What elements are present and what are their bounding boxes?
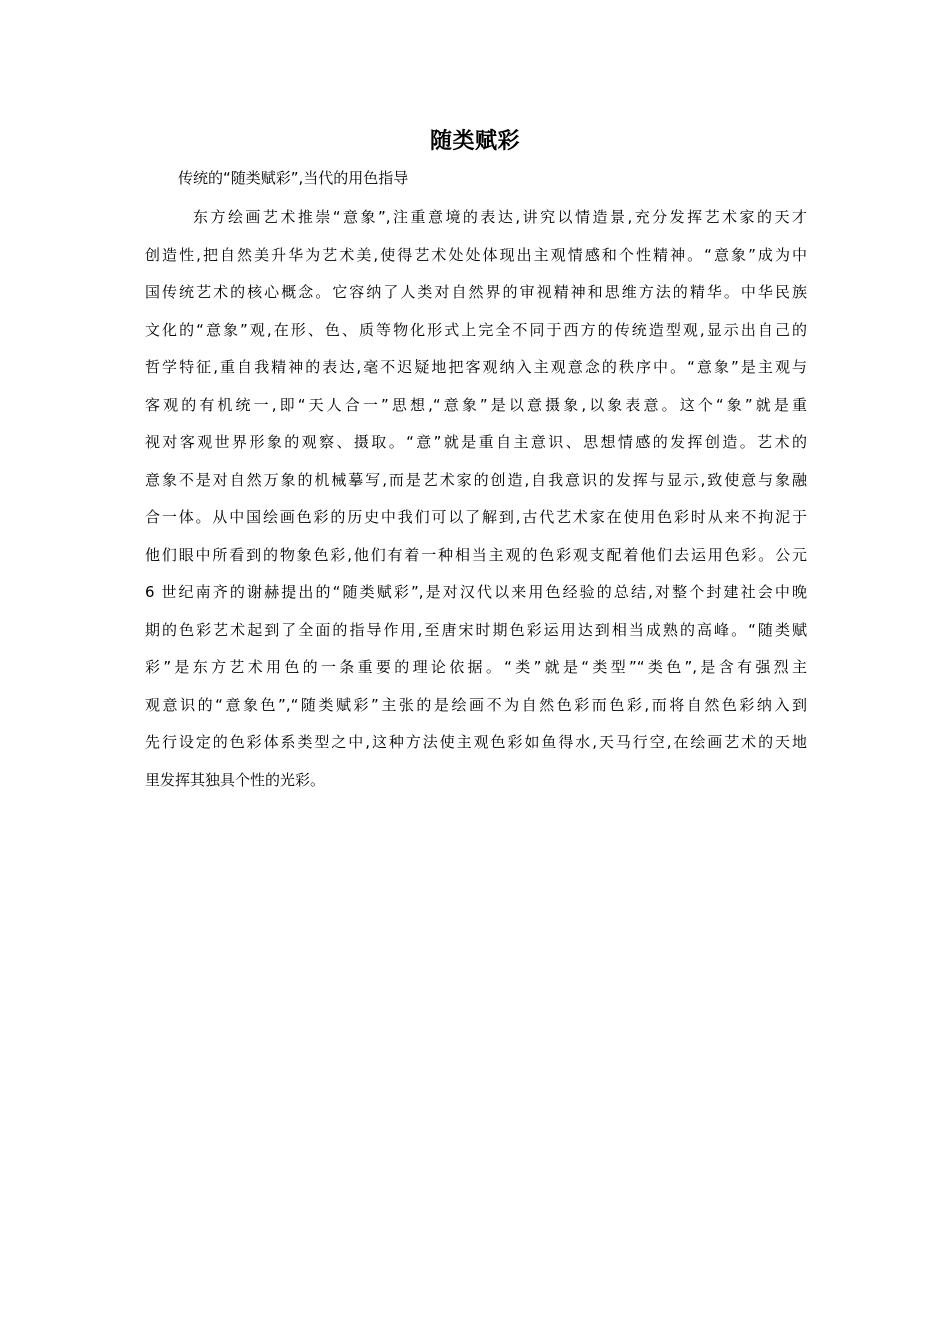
body-line: 哲学特征,重自我精神的表达,毫不迟疑地把客观纳入主观意念的秩序中。“意象”是主观与	[145, 358, 807, 376]
body-line: 意象不是对自然万象的机械摹写,而是艺术家的创造,自我意识的发挥与显示,致使意与象融	[145, 470, 807, 489]
body-line: 视对客观世界形象的观察、摄取。“意”就是重自主意识、思想情感的发挥创造。艺术的	[145, 433, 807, 451]
body-line: 他们眼中所看到的物象色彩,他们有着一种相当主观的色彩观支配着他们去运用色彩。公元	[145, 545, 807, 564]
body-line: 观意识的“意象色”,“随类赋彩”主张的是绘画不为自然色彩而色彩,而将自然色彩纳入到	[145, 695, 807, 714]
body-line: 里发挥其独具个性的光彩。	[145, 770, 326, 789]
body-line: 国传统艺术的核心概念。它容纳了人类对自然界的审视精神和思维方法的精华。中华民族	[145, 283, 807, 301]
body-line: 期的色彩艺术起到了全面的指导作用,至唐宋时期色彩运用达到相当成熟的高峰。“随类赋	[145, 620, 807, 639]
page-title: 随类赋彩	[429, 129, 520, 154]
body-line: 先行设定的色彩体系类型之中,这种方法使主观色彩如鱼得水,天马行空,在绘画艺术的天地	[145, 733, 807, 751]
body-line: 合一体。从中国绘画色彩的历史中我们可以了解到,古代艺术家在使用色彩时从来不拘泥于	[145, 508, 807, 526]
body-line: 文化的“意象”观,在形、色、质等物化形式上完全不同于西方的传统造型观,显示出自己的	[145, 320, 807, 339]
page-subtitle: 传统的“随类赋彩”,当代的用色指导	[178, 169, 409, 187]
body-line: 6 世纪南齐的谢赫提出的“随类赋彩”,是对汉代以来用色经验的总结,对整个封建社会中晚	[145, 583, 807, 601]
body-line: 客观的有机统一,即“天人合一”思想,“意象”是以意摄象,以象表意。这个“象”就是重	[145, 395, 807, 414]
body-paragraph	[145, 199, 807, 799]
body-line: 创造性,把自然美升华为艺术美,使得艺术处处体现出主观情感和个性精神。“意象”成为中	[145, 245, 807, 264]
body-line: 彩”是东方艺术用色的一条重要的理论依据。“类”就是“类型”“类色”,是含有强烈主	[145, 658, 807, 676]
body-line: 东方绘画艺术推崇“意象”,注重意境的表达,讲究以情造景,充分发挥艺术家的天才	[193, 208, 807, 226]
